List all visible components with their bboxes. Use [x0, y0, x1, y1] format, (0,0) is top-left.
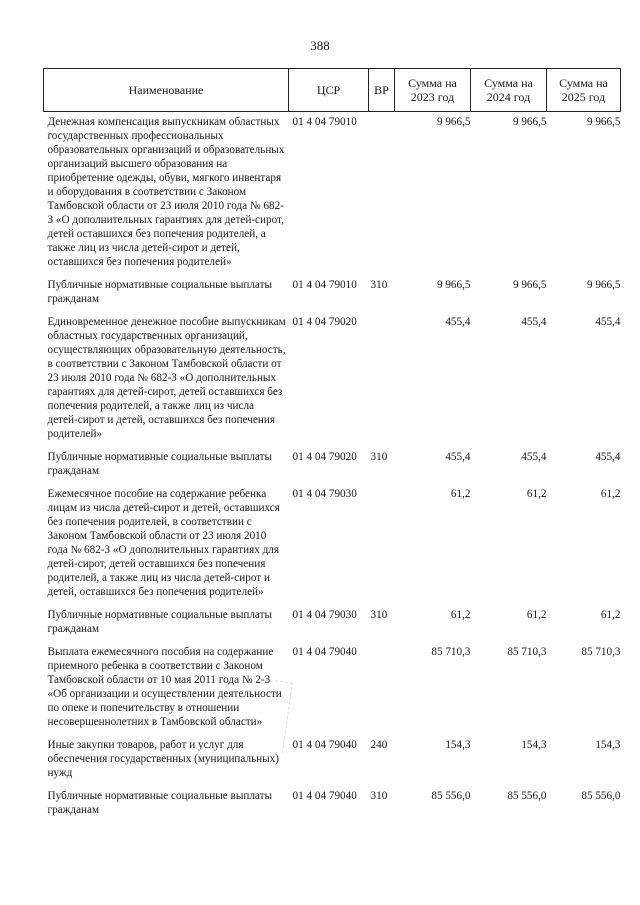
row-sum-2024: 61,2 — [526, 609, 547, 621]
row-sum-2024: 85 710,3 — [507, 646, 547, 658]
table-row — [44, 275, 621, 312]
row-sum-2025: 455,4 — [595, 316, 621, 328]
header-name: Наименование — [44, 69, 289, 112]
row-sum-2025: 61,2 — [600, 488, 621, 500]
row-sum-2023: 154,3 — [445, 739, 471, 751]
header-sum-2024: Сумма на 2024 год — [471, 69, 547, 112]
row-sum-2024: 9 966,5 — [512, 279, 547, 291]
row-sum-2023: 455,4 — [445, 451, 471, 463]
row-csr: 01 4 04 79020 — [292, 316, 357, 328]
row-sum-2025: 85 710,3 — [581, 646, 621, 658]
row-sum-2025: 455,4 — [595, 451, 621, 463]
header-sum-2025: Сумма на 2025 год — [547, 69, 621, 112]
row-name: Единовременное денежное пособие выпускникам областных государственных организаций, осуществляющих образовательную деятельность, в соответствии с Законом Тамбовской области от 23 июля 2010 года № 682-З «О дополнительных гарантиях для детей-сирот, детей оставшихся без попечения родителей, а также лиц из числа детей-сирот и детей, оставшихся без попечения родителей» — [47, 316, 286, 440]
row-vr: 240 — [370, 739, 388, 751]
row-sum-2025: 154,3 — [595, 739, 621, 751]
row-name: Денежная компенсация выпускникам областных государственных профессиональных образовательных организаций и образовательных организаций высшего образования на приобретение одежды, обуви, мягкого инвентаря и оборудования в соответствии с Законом Тамбовской области от 23 июля 2010 года № 682-З «О дополнительных гарантиях для детей-сирот, детей оставшихся без попечения родителей, а также лиц из числа детей-сирот и детей, оставшихся без попечения родителей» — [47, 116, 285, 268]
row-vr — [369, 112, 395, 276]
row-name: Ежемесячное пособие на содержание ребенка лицам из числа детей-сирот и детей, оставшихся без попечения родителей, в соответствии с Законом Тамбовской области от 23 июля 2010 года № 682-З «О дополнительных гарантиях для детей-сирот, детей оставшихся без попечения родителей, а также лиц из числа детей-сирот и детей, оставшихся без попечения родителей» — [47, 488, 280, 598]
row-sum-2023: 455,4 — [445, 316, 471, 328]
table-row — [44, 605, 621, 642]
table-header-row — [44, 69, 621, 112]
row-vr: 310 — [370, 451, 388, 463]
header-csr: ЦСР — [289, 69, 369, 112]
row-sum-2023: 9 966,5 — [436, 279, 471, 291]
row-csr: 01 4 04 79040 — [292, 739, 357, 751]
row-sum-2024: 61,2 — [526, 488, 547, 500]
row-csr: 01 4 04 79040 — [292, 646, 357, 658]
table-row — [44, 735, 621, 786]
row-name: Публичные нормативные социальные выплаты гражданам — [47, 609, 273, 635]
row-csr: 01 4 04 79020 — [292, 451, 357, 463]
row-sum-2023: 61,2 — [450, 609, 471, 621]
row-csr: 01 4 04 79040 — [292, 790, 357, 802]
row-vr — [369, 484, 395, 605]
row-csr: 01 4 04 79030 — [292, 609, 357, 621]
table-row — [44, 642, 621, 735]
row-vr: 310 — [370, 609, 388, 621]
page-number: 388 — [310, 38, 330, 53]
header-vr: ВР — [369, 69, 395, 112]
row-name: Публичные нормативные социальные выплаты гражданам — [47, 279, 273, 305]
row-sum-2023: 9 966,5 — [436, 116, 471, 128]
row-sum-2024: 9 966,5 — [512, 116, 547, 128]
row-name: Выплата ежемесячного пособия на содержание приемного ребенка в соответствии с Законом Тамбовской области от 10 мая 2011 года № 2-З «Об организации и осуществлении деятельности по опеке и попечительству в отношении несовершеннолетних в Тамбовской области» — [47, 646, 282, 728]
row-name: Публичные нормативные социальные выплаты гражданам — [47, 790, 273, 816]
table-row — [44, 484, 621, 605]
budget-table-container — [43, 68, 620, 823]
row-sum-2025: 61,2 — [600, 609, 621, 621]
table-row — [44, 786, 621, 823]
row-sum-2025: 85 556,0 — [581, 790, 621, 802]
row-csr: 01 4 04 79030 — [292, 488, 357, 500]
budget-table — [43, 68, 621, 823]
row-vr: 310 — [370, 279, 388, 291]
table-row — [44, 112, 621, 276]
row-sum-2023: 85 556,0 — [431, 790, 471, 802]
row-sum-2023: 61,2 — [450, 488, 471, 500]
row-csr: 01 4 04 79010 — [292, 116, 357, 128]
row-sum-2024: 154,3 — [521, 739, 547, 751]
table-row — [44, 312, 621, 447]
row-vr — [369, 312, 395, 447]
row-sum-2024: 85 556,0 — [507, 790, 547, 802]
row-sum-2025: 9 966,5 — [586, 279, 621, 291]
row-name: Публичные нормативные социальные выплаты гражданам — [47, 451, 273, 477]
row-sum-2024: 455,4 — [521, 451, 547, 463]
row-sum-2024: 455,4 — [521, 316, 547, 328]
row-sum-2023: 85 710,3 — [431, 646, 471, 658]
row-csr: 01 4 04 79010 — [292, 279, 357, 291]
row-sum-2025: 9 966,5 — [586, 116, 621, 128]
row-vr: 310 — [370, 790, 388, 802]
header-sum-2023: Сумма на 2023 год — [395, 69, 471, 112]
row-vr — [369, 642, 395, 735]
table-row — [44, 447, 621, 484]
row-name: Иные закупки товаров, работ и услуг для обеспечения государственных (муниципальных) нужд — [47, 739, 279, 779]
